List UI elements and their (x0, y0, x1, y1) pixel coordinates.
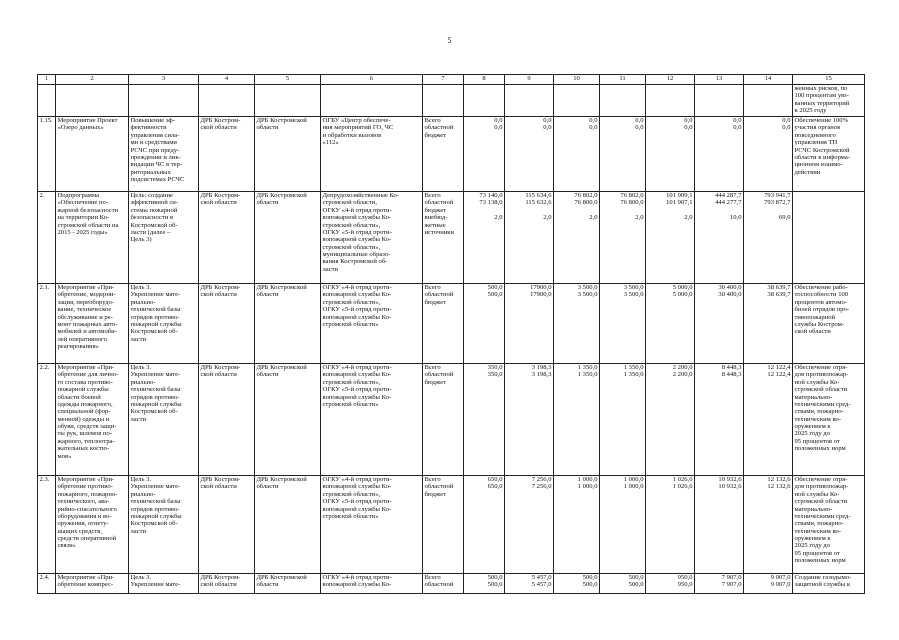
column-header-14: 14 (744, 75, 793, 85)
table-cell: 2 200,0 2 200,0 (646, 364, 695, 476)
table-cell: Мероприятие «При- обретение компрес- (56, 574, 129, 594)
column-header-13: 13 (695, 75, 744, 85)
table-row (38, 364, 865, 476)
table-cell (56, 85, 129, 117)
table-cell: 2.4. (38, 574, 56, 594)
table-cell: 1 350,0 1 350,0 (600, 364, 646, 476)
table-cell: Всего областной бюджет (423, 476, 464, 574)
table-cell: 0,0 0,0 (744, 117, 793, 192)
table-cell: 0,0 0,0 (600, 117, 646, 192)
table-cell: ДРБ Костром- ской области (199, 574, 255, 594)
table-cell: Обеспечение отря- дов противопожар- ной службы Ко- стромской области материально- техническими сред- ствами, пожарно- техническим во- оружением к 2025 году до 95 процентов от положенных норм (793, 476, 865, 574)
column-header-7: 7 (423, 75, 464, 85)
table-row (38, 476, 865, 574)
table-row (38, 117, 865, 192)
table-cell: 1 350,0 1 350,0 (554, 364, 600, 476)
table-cell: 1 026,6 1 026,6 (646, 476, 695, 574)
table-cell: ДРБ Костромской области (255, 364, 321, 476)
table-cell: 350,0 350,0 (464, 364, 505, 476)
table-cell: Подпрограмма «Обеспечение по- жарной безопасности на территории Ко- стромской области на 2015 - 2025 годы» (56, 192, 129, 284)
table-cell: 101 909,1 101 907,1 2,0 (646, 192, 695, 284)
table-row (38, 284, 865, 364)
table-row (38, 85, 865, 117)
table-cell: 3 500,0 3 500,0 (554, 284, 600, 364)
column-header-5: 5 (255, 75, 321, 85)
table-cell: 8 448,3 8 448,3 (695, 364, 744, 476)
table-cell: 5 000,0 5 000,0 (646, 284, 695, 364)
table-cell: Цель: создание эффективной си- стемы пожарной безопасности в Костромской об- ласти (далее – Цель 3) (129, 192, 199, 284)
table-cell: 0,0 0,0 (554, 117, 600, 192)
table-cell: ДРБ Костромской области (255, 284, 321, 364)
table-cell: 650,0 650,0 (464, 476, 505, 574)
table-cell: Повышение эф- фективности управления сила- ми и средствами РСЧС при преду- преждении и лик- видации ЧС в тер- риториальных подсистемах РСЧС (129, 117, 199, 192)
table-cell: 7 256,0 7 256,0 (505, 476, 554, 574)
table-cell (646, 85, 695, 117)
table-cell: 2.2. (38, 364, 56, 476)
table-cell (554, 85, 600, 117)
table-cell: ДРБ Костромской области (255, 476, 321, 574)
table-cell: 2. (38, 192, 56, 284)
table-cell: 17900,0 17900,0 (505, 284, 554, 364)
table-cell: ОГБУ «Центр обеспече- ния мероприятий ГО, ЧС и обработки вызовов «112» (321, 117, 423, 192)
column-header-9: 9 (505, 75, 554, 85)
table-cell (793, 192, 865, 284)
table-cell: 38 639,7 38 639,7 (744, 284, 793, 364)
table-cell: 793 941,7 793 872,7 69,0 (744, 192, 793, 284)
table-cell (464, 85, 505, 117)
table-cell: 3 198,3 3 198,3 (505, 364, 554, 476)
page-number: 5 (447, 36, 452, 45)
table-cell: 12 132,6 12 132,6 (744, 476, 793, 574)
column-header-8: 8 (464, 75, 505, 85)
table-cell: Обеспечение отря- дов противопожар- ной службы Ко- стромской области материально- техническими сред- ствами, пожарно- техническим во- оружением к 2025 году до 95 процентов от положенных норм (793, 364, 865, 476)
column-header-15: 15 (793, 75, 865, 85)
table-cell: 3 500,0 3 500,0 (600, 284, 646, 364)
table-cell: 950,0 950,0 (646, 574, 695, 594)
table-cell: ОГКУ «4-й отряд проти- вопожарной службы Ко- стромской области», ОГКУ «5-й отряд проти- вопожарной службы Ко- стромской области» (321, 476, 423, 574)
table-cell: 1.15. (38, 117, 56, 192)
table-cell: 500,0 500,0 (464, 574, 505, 594)
header-row (38, 75, 865, 85)
table-cell (423, 85, 464, 117)
table-cell: ДРБ Костромской области (255, 192, 321, 284)
table-cell: Всего областной бюджет (423, 284, 464, 364)
table-cell: Цель 3. Укрепление мате- риально- технической базы отрядов противо- пожарной службы Костромской об- ласти (129, 476, 199, 574)
table-cell: 444 287,7 444 277,7 10,0 (695, 192, 744, 284)
column-header-10: 10 (554, 75, 600, 85)
table-cell: 1 000,0 1 000,0 (600, 476, 646, 574)
table-cell: 500,0 500,0 (464, 284, 505, 364)
table-cell: Всего областной бюджет внебюд- жетные источники (423, 192, 464, 284)
table-cell: Обеспечение рабо- тоспособности 100 процентов автомо- билей отрядов про- тивопожарной службы Костром- ской области (793, 284, 865, 364)
column-header-6: 6 (321, 75, 423, 85)
table-cell: ОГКУ «4-й отряд проти- вопожарной службы Ко- (321, 574, 423, 594)
table-cell: ДРБ Костром- ской области (199, 192, 255, 284)
table-cell: 30 400,0 30 400,0 (695, 284, 744, 364)
table-cell: Цель 3. Укрепление мате- риально- технической базы отрядов противо- пожарной службы Костромской об- ласти (129, 364, 199, 476)
table-cell: 0,0 0,0 (646, 117, 695, 192)
table-cell: Всего областной бюджет (423, 117, 464, 192)
table-cell: Цель 3. Укрепление мате- (129, 574, 199, 594)
table-cell (505, 85, 554, 117)
table-cell: Всего областной бюджет (423, 364, 464, 476)
column-header-2: 2 (56, 75, 129, 85)
column-header-12: 12 (646, 75, 695, 85)
table-row (38, 574, 865, 594)
table-cell: ОГКУ «4-й отряд проти- вопожарной службы Ко- стромской области», ОГКУ «5-й отряд проти- вопожарной службы Ко- стромской области» (321, 284, 423, 364)
table-cell: 0,0 0,0 (695, 117, 744, 192)
table-cell: женных рисков, по 100 процентам уяз- ванных территорий к 2025 году (793, 85, 865, 117)
table-cell: 1 000,0 1 000,0 (554, 476, 600, 574)
table-cell (255, 85, 321, 117)
table-cell: Мероприятие «При- обретение для лично- го состава противо- пожарной службы области боевой одежды пожарного, специальной (фор- менной) одежды и обуви, средств защи- ты рук, шлемов по- жарного, теплоотра- жательных костю- мов» (56, 364, 129, 476)
table-cell: Создание газодымо- защитной службы к (793, 574, 865, 594)
table-cell: Депрудохозяйственные Ко- стромской области, ОГКУ «4-й отряд проти- вопожарной службы Ко- стромской области», ОГКУ «5-й отряд проти- вопожарной службы Ко- стромской области», муниципальные образо- вания Костромской об- ласти (321, 192, 423, 284)
table-cell: Обеспечение 100% участия органов повседневного управления ТП РСЧС Костромской области в информа- ционном взаимо- действии (793, 117, 865, 192)
table-cell (199, 85, 255, 117)
table-cell (695, 85, 744, 117)
table-cell: 76 802,0 76 800,0 2,0 (600, 192, 646, 284)
table-cell: 2.1. (38, 284, 56, 364)
table-cell: 0,0 0,0 (505, 117, 554, 192)
table-cell: ДРБ Костром- ской области (199, 117, 255, 192)
table-cell: Цель 3. Укрепление мате- риально- технической базы отрядов противо- пожарной службы Костромской об- ласти (129, 284, 199, 364)
table-cell (600, 85, 646, 117)
table-cell: 73 140,0 73 138,0 2,0 (464, 192, 505, 284)
column-header-1: 1 (38, 75, 56, 85)
table-cell: 500,0 500,0 (600, 574, 646, 594)
table-cell: Всего областной (423, 574, 464, 594)
table-cell: Мероприятие Проект «Озеро данных» (56, 117, 129, 192)
table-cell: ДРБ Костромской области (255, 117, 321, 192)
table-cell: 500,0 500,0 (554, 574, 600, 594)
budget-table (37, 74, 865, 594)
table-cell: ДРБ Костром- ской области (199, 364, 255, 476)
table-cell: 7 907,0 7 907,0 (695, 574, 744, 594)
column-header-11: 11 (600, 75, 646, 85)
table-cell: 2.3. (38, 476, 56, 574)
table-cell (321, 85, 423, 117)
table-cell: 115 634,6 115 632,6 2,0 (505, 192, 554, 284)
table-cell (129, 85, 199, 117)
column-header-4: 4 (199, 75, 255, 85)
table-cell: Мероприятие «При- обретение, модерни- зация, переоборудо- вание, техническое обслуживание и ре- монт пожарных авто- мобилей и автомоби- лей оперативного реагирования» (56, 284, 129, 364)
table-cell (38, 85, 56, 117)
table-cell (744, 85, 793, 117)
table-cell: 76 802,0 76 800,0 2,0 (554, 192, 600, 284)
table-cell: 12 122,4 12 122,4 (744, 364, 793, 476)
table-cell: ДРБ Костром- ской области (199, 284, 255, 364)
table-cell: 9 007,0 9 007,0 (744, 574, 793, 594)
table-cell: ОГКУ «4-й отряд проти- вопожарной службы Ко- стромской области», ОГКУ «5-й отряд проти- вопожарной службы Ко- стромской области» (321, 364, 423, 476)
table-cell: ДРБ Костром- ской области (199, 476, 255, 574)
table-cell: ДРБ Костромской области (255, 574, 321, 594)
table-row (38, 192, 865, 284)
table-cell: 10 932,6 10 932,6 (695, 476, 744, 574)
table-cell: 0,0 0,0 (464, 117, 505, 192)
table-cell: Мероприятие «При- обретение противо- пожарного, пожарно- технического, ава- рийно-спасательного оборудования и во- оружения, огнету- шащих средств, средств оперативной связи» (56, 476, 129, 574)
column-header-3: 3 (129, 75, 199, 85)
table-cell: 5 457,0 5 457,0 (505, 574, 554, 594)
